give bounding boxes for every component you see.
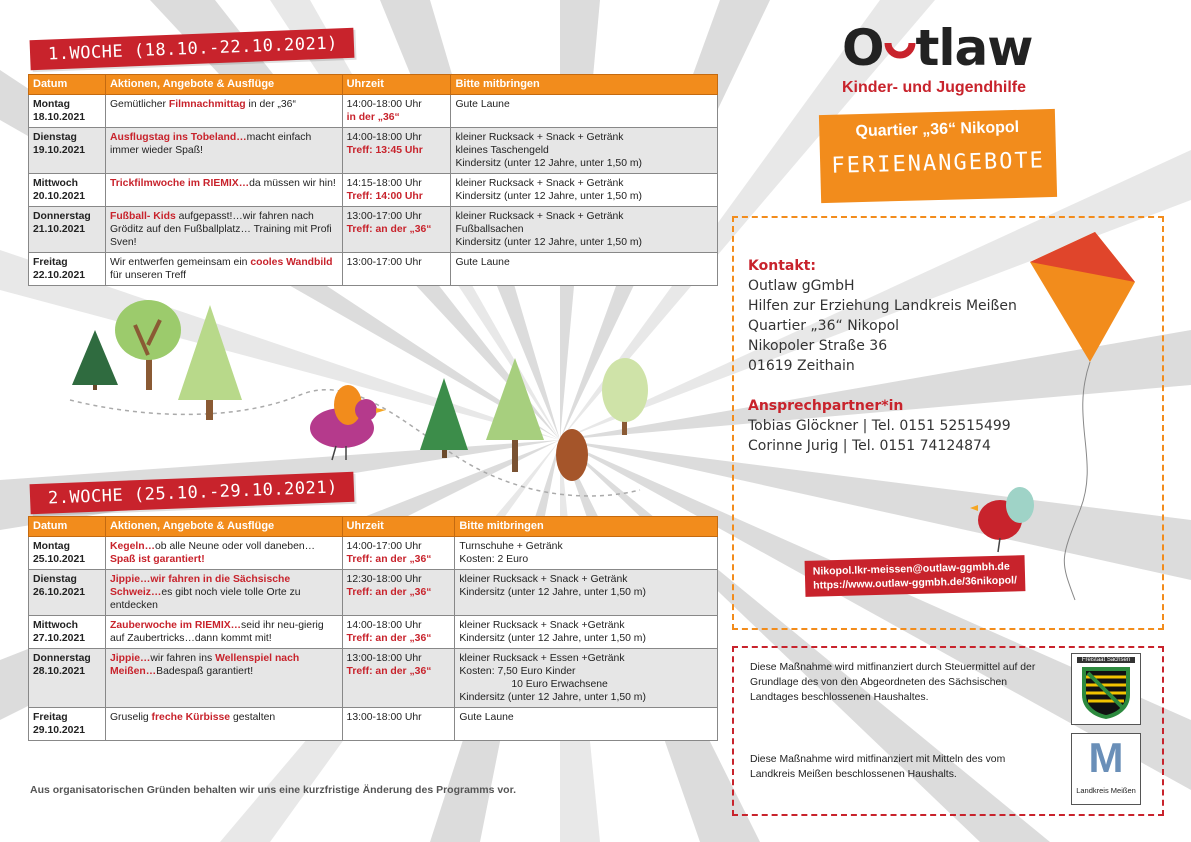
contact-line: Nikopoler Straße 36 — [748, 338, 888, 354]
cell-activity: Wir entwerfen gemeinsam ein cooles Wandbild für unseren Treff — [105, 253, 342, 286]
table-row — [29, 253, 718, 286]
cell-date: Freitag 29.10.2021 — [29, 708, 106, 741]
quartier-box — [819, 109, 1057, 203]
cell-time: 14:00-18:00 Uhr in der „36“ — [342, 95, 451, 128]
pine-cone — [556, 429, 588, 481]
col-header-datum: Datum — [29, 517, 106, 537]
cell-date: Montag 18.10.2021 — [29, 95, 106, 128]
cell-bring: kleiner Rucksack + Snack + Getränk Fußballsachen Kindersitz (unter 12 Jahre, unter 1,50 m) — [451, 207, 718, 253]
cell-date: Mittwoch 27.10.2021 — [29, 616, 106, 649]
lk-m-icon: M — [1088, 734, 1124, 781]
cell-time: 13:00-17:00 Uhr — [342, 253, 451, 286]
contact-line: Quartier „36“ Nikopol — [748, 318, 900, 334]
cell-activity: Ausflugstag ins Tobeland…macht einfach immer wieder Spaß! — [105, 128, 342, 174]
funding-text-1: Diese Maßnahme wird mitfinanziert durch Steuermittel auf der Grundlage des von den Abgeordneten des Sächsischen Landtages beschlossenen Haushaltes. — [750, 662, 1036, 703]
cell-bring: Gute Laune — [451, 95, 718, 128]
cell-activity: Kegeln…ob alle Neune oder voll daneben… Spaß ist garantiert! — [105, 537, 342, 570]
cell-time: 12:30-18:00 Uhr Treff: an der „36“ — [342, 570, 455, 616]
tree-left-1 — [72, 330, 118, 390]
ferien-title: FERIENANGEBOTE — [831, 148, 1046, 179]
cell-time: 13:00-17:00 Uhr Treff: an der „36“ — [342, 207, 451, 253]
lk-label: Landkreis Meißen — [1076, 786, 1136, 795]
cell-time: 13:00-18:00 Uhr Treff: an der „36“ — [342, 649, 455, 708]
person-line: Corinne Jurig | Tel. 0151 74124874 — [748, 438, 991, 454]
seal-label: Freistaat Sachsen — [1077, 657, 1135, 663]
week2-banner: 2.WOCHE (25.10.-29.10.2021) — [30, 472, 355, 514]
coat-of-arms-icon — [1072, 663, 1140, 721]
footnote: Aus organisatorischen Gründen behalten wir uns eine kurzfristige Änderung des Programms vor. — [30, 784, 517, 796]
sachsen-seal — [1071, 653, 1141, 725]
table-row — [29, 174, 718, 207]
contact-line: Hilfen zur Erziehung Landkreis Meißen — [748, 298, 1017, 314]
cell-activity: Jippie…wir fahren ins Wellenspiel nach Meißen…Badespaß garantiert! — [105, 649, 342, 708]
cell-date: Mittwoch 20.10.2021 — [29, 174, 106, 207]
cell-bring: kleiner Rucksack + Snack + Getränk kleines Taschengeld Kindersitz (unter 12 Jahre, unter 1,50 m) — [451, 128, 718, 174]
cell-activity: Jippie…wir fahren in die Sächsische Schweiz…es gibt noch viele tolle Orte zu entdecken — [105, 570, 342, 616]
cell-time: 13:00-18:00 Uhr — [342, 708, 455, 741]
cell-date: Donnerstag 28.10.2021 — [29, 649, 106, 708]
website-link[interactable]: https://www.outlaw-ggmbh.de/36nikopol/ — [813, 574, 1018, 592]
table-row — [29, 537, 718, 570]
col-header-mitbringen: Bitte mitbringen — [451, 75, 718, 95]
table-row — [29, 207, 718, 253]
table-row — [29, 95, 718, 128]
cell-bring: Turnschuhe + Getränk Kosten: 2 Euro — [455, 537, 718, 570]
funding-text-2: Diese Maßnahme wird mitfinanziert mit Mitteln des vom Landkreis Meißen beschlossenen Haushalts. — [750, 754, 1006, 780]
logo-heart-icon — [884, 22, 916, 52]
contact-line: Outlaw gGmbH — [748, 278, 855, 294]
cell-bring: kleiner Rucksack + Snack + Getränk Kindersitz (unter 12 Jahre, unter 1,50 m) — [455, 570, 718, 616]
tree-mid-3 — [602, 358, 648, 435]
col-header-aktionen: Aktionen, Angebote & Ausflüge — [105, 517, 342, 537]
cell-activity: Fußball- Kids aufgepasst!…wir fahren nach Gröditz auf den Fußballplatz… Training mit Profi Sven! — [105, 207, 342, 253]
cell-bring: kleiner Rucksack + Snack +Getränk Kindersitz (unter 12 Jahre, unter 1,50 m) — [455, 616, 718, 649]
tree-mid-1 — [420, 378, 468, 458]
cell-bring: Gute Laune — [451, 253, 718, 286]
table-row — [29, 570, 718, 616]
week2-table — [28, 516, 718, 741]
email-link[interactable]: Nikopol.lkr-meissen@outlaw-ggmbh.de — [812, 560, 1010, 578]
cell-date: Dienstag 19.10.2021 — [29, 128, 106, 174]
table-header — [29, 517, 718, 537]
cell-activity: Zauberwoche im RIEMIX…seid ihr neu-gierig auf Zaubertricks…dann kommt mit! — [105, 616, 342, 649]
week1-table — [28, 74, 718, 286]
person-line: Tobias Glöckner | Tel. 0151 52515499 — [748, 418, 1011, 434]
cell-time: 14:00-18:00 Uhr Treff: an der „36“ — [342, 616, 455, 649]
table-row — [29, 649, 718, 708]
cell-time: 14:00-17:00 Uhr Treff: an der „36“ — [342, 537, 455, 570]
cell-bring: Gute Laune — [455, 708, 718, 741]
cell-date: Montag 25.10.2021 — [29, 537, 106, 570]
cell-bring: kleiner Rucksack + Essen +Getränk Kosten: 7,50 Euro Kinder 10 Euro Erwachsene Kindersitz (unter 12 Jahre, unter 1,50 m) — [455, 649, 718, 708]
table-row — [29, 128, 718, 174]
outlaw-logo: O tlaw — [842, 19, 1033, 77]
landkreis-logo — [1071, 733, 1141, 805]
web-contact-box — [805, 555, 1026, 597]
week1-banner: 1.WOCHE (18.10.-22.10.2021) — [30, 28, 355, 70]
cell-date: Dienstag 26.10.2021 — [29, 570, 106, 616]
cell-activity: Gruselig freche Kürbisse gestalten — [105, 708, 342, 741]
col-header-aktionen: Aktionen, Angebote & Ausflüge — [105, 75, 342, 95]
contact-line: 01619 Zeithain — [748, 358, 855, 374]
brand-subtitle: Kinder- und Jugendhilfe — [842, 79, 1026, 96]
cell-bring: kleiner Rucksack + Snack + Getränk Kindersitz (unter 12 Jahre, unter 1,50 m) — [451, 174, 718, 207]
table-row — [29, 708, 718, 741]
contact-block — [748, 256, 1068, 456]
cell-date: Freitag 22.10.2021 — [29, 253, 106, 286]
col-header-uhrzeit: Uhrzeit — [342, 517, 455, 537]
cell-date: Donnerstag 21.10.2021 — [29, 207, 106, 253]
cell-time: 14:15-18:00 Uhr Treff: 14:00 Uhr — [342, 174, 451, 207]
cell-activity: Trickfilmwoche im RIEMIX…da müssen wir hin! — [105, 174, 342, 207]
person-label: Ansprechpartner*in — [748, 398, 904, 414]
col-header-datum: Datum — [29, 75, 106, 95]
contact-label: Kontakt: — [748, 258, 816, 274]
col-header-uhrzeit: Uhrzeit — [342, 75, 451, 95]
cell-time: 14:00-18:00 Uhr Treff: 13:45 Uhr — [342, 128, 451, 174]
quartier-title: Quartier „36“ Nikopol — [855, 118, 1020, 141]
tree-left-2 — [115, 300, 181, 390]
table-row — [29, 616, 718, 649]
cell-activity: Gemütlicher Filmnachmittag in der „36“ — [105, 95, 342, 128]
bird-left — [310, 385, 386, 460]
table-header — [29, 75, 718, 95]
col-header-mitbringen: Bitte mitbringen — [455, 517, 718, 537]
